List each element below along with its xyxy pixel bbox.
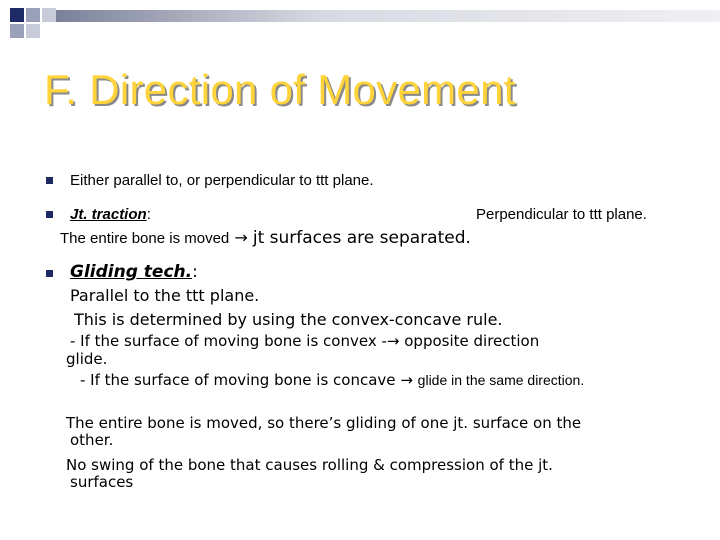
- joint-traction-definition: Perpendicular to ttt plane.: [476, 206, 647, 223]
- joint-traction-term: Jt. traction: [70, 206, 147, 223]
- gliding-line-5: [80, 371, 584, 389]
- bullet-marker: [46, 177, 53, 184]
- arrow-icon: →: [386, 332, 400, 350]
- slide-title: F. Direction of Movement: [44, 66, 516, 113]
- gliding-tech-colon: :: [192, 262, 198, 282]
- header-bar: [56, 10, 720, 22]
- bullet-1-text: Either parallel to, or perpendicular to ttt plane.: [70, 172, 374, 189]
- note-line-3: No swing of the bone that causes rolling & compression of the jt.: [66, 456, 553, 474]
- convex-rule-text: - If the surface of moving bone is convex -: [70, 332, 387, 350]
- joint-traction-colon: :: [146, 206, 151, 223]
- concave-rule-text: - If the surface of moving bone is concave: [80, 371, 396, 389]
- bullet-3-head: [70, 262, 198, 282]
- note-line-1: The entire bone is moved, so there’s gliding of one jt. surface on the: [66, 414, 582, 432]
- gliding-line-2: This is determined by using the convex-concave rule.: [74, 310, 503, 329]
- decor-square-5: [26, 24, 40, 38]
- decor-square-3: [10, 24, 24, 38]
- joint-traction-line-2-end: jt surfaces are separated.: [252, 228, 471, 248]
- decor-square-4: [42, 8, 56, 22]
- joint-traction-line-2-start: The entire bone is moved: [60, 230, 230, 247]
- joint-traction-line-2: [60, 228, 471, 248]
- gliding-line-1: Parallel to the ttt plane.: [70, 286, 260, 305]
- bullet-marker: [46, 211, 53, 218]
- arrow-icon: →: [234, 228, 248, 247]
- note-line-2: other.: [70, 431, 114, 449]
- decor-square-2: [26, 8, 40, 22]
- bullet-2-head: [70, 206, 151, 223]
- bullet-marker: [46, 270, 53, 277]
- decor-square-1: [10, 8, 24, 22]
- gliding-line-3: [70, 332, 539, 350]
- arrow-icon: →: [400, 371, 413, 389]
- gliding-line-4: glide.: [66, 350, 108, 368]
- concave-rule-result: glide in the same direction.: [417, 372, 585, 388]
- note-line-4: surfaces: [70, 473, 134, 491]
- gliding-tech-term: Gliding tech.: [70, 262, 193, 282]
- convex-rule-result: opposite direction: [404, 332, 540, 350]
